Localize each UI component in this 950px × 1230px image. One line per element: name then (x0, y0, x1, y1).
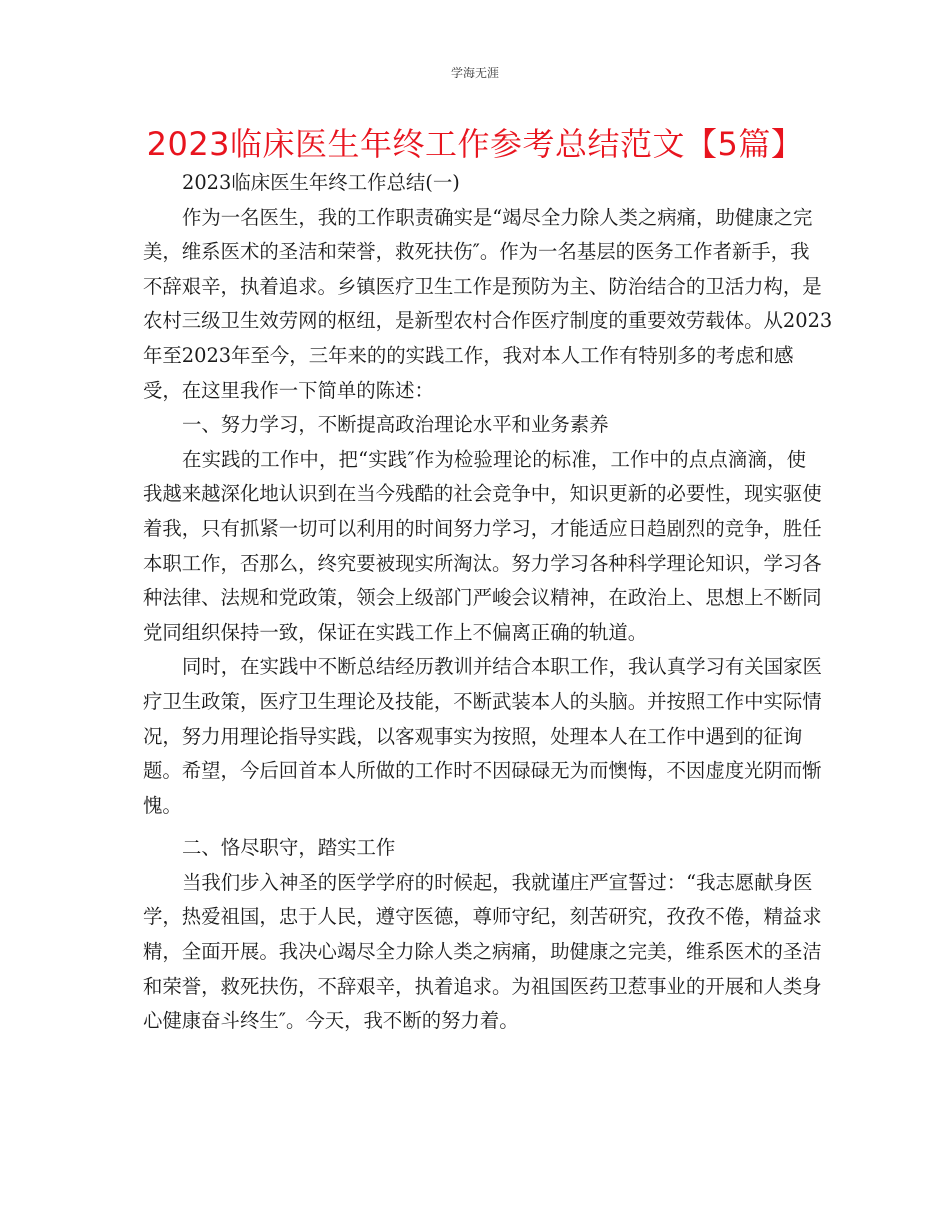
paragraph-line: 况，努力用理论指导实践，以客观事实为按照，处理本人在工作中遇到的征询 (143, 724, 803, 748)
document-title: 2023临床医生年终工作参考总结范文【5篇】 (146, 125, 804, 163)
paragraph-line: 愧。 (143, 793, 182, 817)
paragraph-line: 年至2023年至今，三年来的的实践工作，我对本人工作有特别多的考虑和感 (143, 343, 794, 367)
paragraph-policy (143, 650, 822, 823)
paragraph-line: 党同组织保持一致，保证在实践工作上不偏离正确的轨道。 (143, 620, 648, 644)
subtitle: 2023临床医生年终工作总结(一) (182, 171, 460, 194)
paragraph-line: 同时，在实践中不断总结经历教训并结合本职工作，我认真学习有关国家医 (182, 655, 822, 679)
paragraph-line: 不辞艰辛，执着追求。乡镇医疗卫生工作是预防为主、防治结合的卫活力构，是 (143, 274, 822, 298)
paragraph-line: 学，热爱祖国，忠于人民，遵守医德，尊师守纪，刻苦研究，孜孜不倦，精益求 (143, 905, 822, 929)
section-heading-1: 一、努力学习，不断提高政治理论水平和业务素养 (182, 413, 609, 437)
paragraph-line: 本职工作，否那么，终究要被现实所淘汰。努力学习各种科学理论知识，学习各 (143, 551, 822, 575)
paragraph-intro (143, 201, 833, 409)
paragraph-line: 当我们步入神圣的医学学府的时候起，我就谨庄严宣誓过：“我志愿献身医 (182, 870, 813, 894)
paragraph-line: 着我，只有抓紧一切可以利用的时间努力学习，才能适应日趋剧烈的竞争，胜任 (143, 516, 822, 540)
paragraph-line: 受，在这里我作一下简单的陈述： (143, 378, 434, 402)
paragraph-line: 精，全面开展。我决心竭尽全力除人类之病痛，助健康之完美，维系医术的圣洁 (143, 940, 822, 964)
document-body (143, 166, 833, 1039)
paragraph-oath (143, 866, 822, 1039)
section-heading-2: 二、恪尽职守，踏实工作 (182, 836, 396, 860)
header-note: 学海无涯 (450, 66, 499, 80)
paragraph-line: 题。希望，今后回首本人所做的工作时不因碌碌无为而懊悔，不因虚度光阴而惭 (143, 759, 822, 783)
paragraph-line: 种法律、法规和党政策，领会上级部门严峻会议精神，在政治上、思想上不断同 (143, 586, 822, 610)
paragraph-line: 美，维系医术的圣洁和荣誉，救死扶伤″。作为一名基层的医务工作者新手，我 (143, 240, 810, 264)
paragraph-line: 作为一名医生，我的工作职责确实是“竭尽全力除人类之病痛，助健康之完 (182, 205, 813, 229)
paragraph-line: 和荣誉，救死扶伤，不辞艰辛，执着追求。为祖国医药卫惹事业的开展和人类身 (143, 974, 822, 998)
paragraph-line: 在实践的工作中，把“实践″作为检验理论的标准，工作中的点点滴滴，使 (182, 447, 806, 471)
paragraph-study (143, 443, 822, 651)
paragraph-line: 我越来越深化地认识到在当今残酷的社会竞争中，知识更新的必要性，现实驱使 (143, 482, 822, 506)
paragraph-line: 心健康奋斗终生″。今天，我不断的努力着。 (143, 1009, 519, 1033)
paragraph-line: 农村三级卫生效劳网的枢纽，是新型农村合作医疗制度的重要效劳载体。从2023 (143, 309, 833, 333)
paragraph-line: 疗卫生政策，医疗卫生理论及技能，不断武装本人的头脑。并按照工作中实际情 (143, 689, 822, 713)
